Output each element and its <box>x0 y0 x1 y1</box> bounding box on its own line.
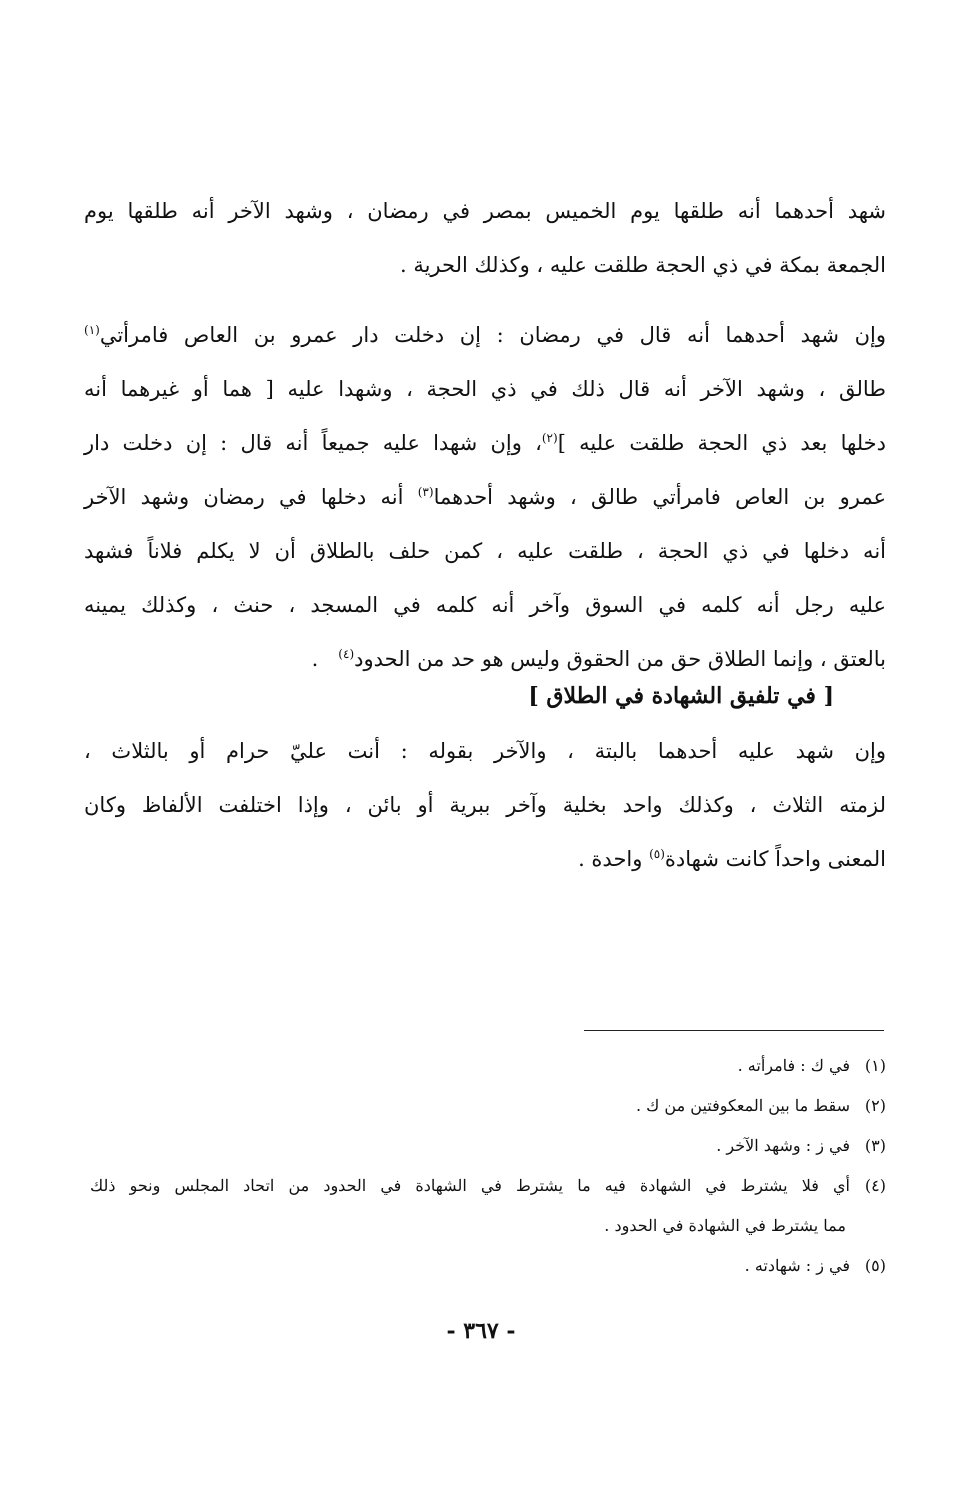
paragraph-3 <box>84 724 886 886</box>
footnote-ref-1: (١) <box>84 323 100 337</box>
footnote-1-text: في ك : فامرأته . <box>737 1056 850 1075</box>
paragraph-2-line-6: عليه رجل أنه كلمه في السوق وآخر أنه كلمه في المسجد ، حنث ، وكذلك يمينه <box>84 593 886 617</box>
footnote-4-continuation: مما يشترط في الشهادة في الحدود . <box>604 1216 846 1235</box>
footnote-5 <box>84 1246 886 1286</box>
paragraph-2-line-4-text-a: عمرو بن العاص فامرأتي طالق ، وشهد أحدهما <box>433 485 886 509</box>
paragraph-2-line-7-text: بالعتق ، وإنما الطلاق حق من الحقوق وليس هو حد من الحدود <box>354 647 886 671</box>
paragraph-1-line-1: شهد أحدهما أنه طلقها يوم الخميس بمصر في رمضان ، وشهد الآخر أنه طلقها يوم <box>84 199 886 223</box>
footnote-4-number: (٤) <box>864 1176 886 1195</box>
paragraph-2-line-4-text-b: أنه دخلها في رمضان وشهد الآخر <box>84 485 404 509</box>
paragraph-2 <box>84 308 886 686</box>
paragraph-1 <box>84 184 886 292</box>
paragraph-2-line-2: طالق ، وشهد الآخر أنه قال ذلك في ذي الحجة ، وشهدا عليه [ هما أو غيرهما أنه <box>84 377 886 401</box>
paragraph-2-line-4 <box>84 470 886 524</box>
paragraph-3-line-3-text-a: المعنى واحداً كانت شهادة <box>664 847 886 871</box>
footnote-3 <box>84 1126 886 1166</box>
footnote-2-number: (٢) <box>864 1096 886 1115</box>
footnote-ref-5: (٥) <box>649 847 665 861</box>
paragraph-2-line-3 <box>84 416 886 470</box>
paragraph-2-line-1 <box>84 308 886 362</box>
section-heading: [ في تلفيق الشهادة في الطلاق ] <box>528 683 834 709</box>
footnote-4-text: أي فلا يشترط في الشهادة فيه ما يشترط في الشهادة في الحدود من اتحاد المجلس ونحو ذلك <box>90 1176 850 1195</box>
footnote-separator <box>584 1030 884 1031</box>
footnote-ref-3: (٣) <box>417 485 434 499</box>
page-number: - ٣٦٧ - <box>446 1318 516 1344</box>
footnote-5-number: (٥) <box>864 1256 886 1275</box>
paragraph-2-line-1-text: وإن شهد أحدهما أنه قال في رمضان : إن دخلت دار عمرو بن العاص فامرأتي <box>99 323 886 347</box>
paragraph-2-line-7-end: . <box>311 647 319 671</box>
paragraph-3-line-1: وإن شهد عليه أحدهما بالبتة ، والآخر بقوله : أنت عليّ حرام أو بالثلاث ، <box>84 739 886 763</box>
paragraph-1-line-2: الجمعة بمكة في ذي الحجة طلقت عليه ، وكذلك الحرية . <box>399 253 886 277</box>
paragraph-2-line-3-text-b: ، وإن شهدا عليه جميعاً أنه قال : إن دخلت دار <box>84 431 542 455</box>
footnote-3-text: في ز : وشهد الآخر . <box>716 1136 850 1155</box>
footnote-ref-2: (٢) <box>541 431 558 445</box>
paragraph-2-line-3-text-a: دخلها بعد ذي الحجة طلقت عليه ] <box>557 431 886 455</box>
footnote-2 <box>84 1086 886 1126</box>
paragraph-3-line-2: لزمته الثلاث ، وكذلك واحد بخلية وآخر ببرية أو بائن ، وإذا اختلفت الألفاظ وكان <box>84 793 886 817</box>
paragraph-2-line-7 <box>84 632 886 686</box>
footnotes-list <box>84 1046 886 1286</box>
footnote-4 <box>84 1166 886 1246</box>
footnote-5-text: في ز : شهادته . <box>744 1256 850 1275</box>
footnote-3-number: (٣) <box>864 1136 886 1155</box>
paragraph-2-line-5: أنه دخلها في ذي الحجة ، طلقت عليه ، كمن حلف بالطلاق أن لا يكلم فلاناً فشهد <box>84 539 886 563</box>
footnote-1-number: (١) <box>864 1056 886 1075</box>
footnote-1 <box>84 1046 886 1086</box>
paragraph-3-line-3-text-b: واحدة . <box>578 847 643 871</box>
paragraph-3-line-3 <box>84 832 886 886</box>
footnote-ref-4: (٤) <box>338 647 355 661</box>
footnote-2-text: سقط ما بين المعكوفتين من ك . <box>635 1096 850 1115</box>
